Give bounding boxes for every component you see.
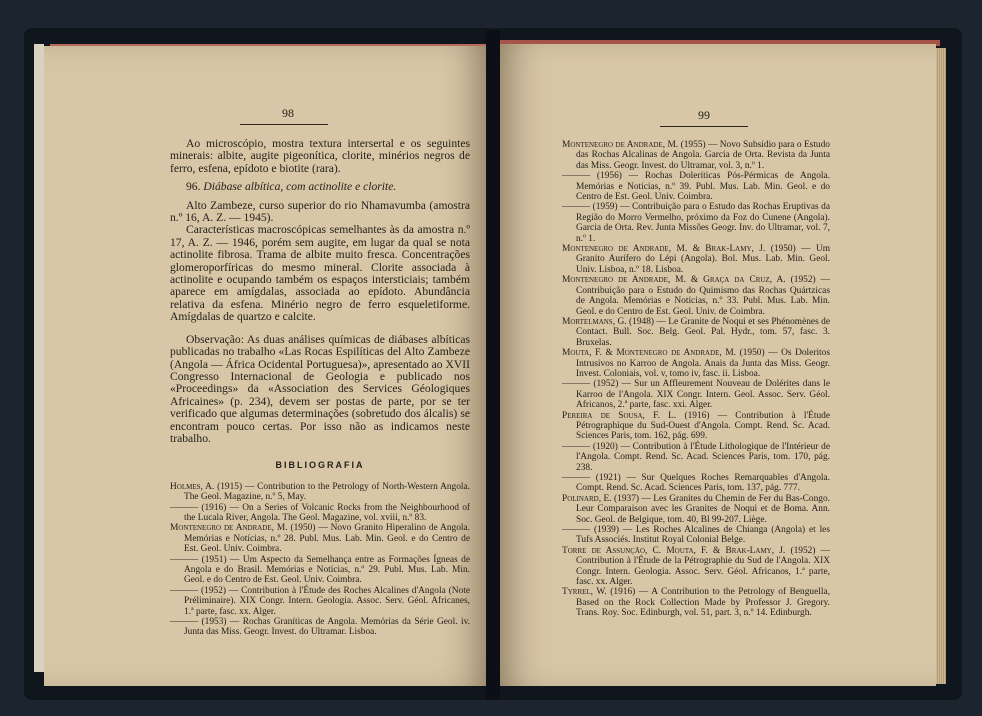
reference-author: Montenegro de Andrade, M. (170, 523, 288, 534)
section-heading-96 (170, 181, 470, 193)
reference-item (562, 442, 830, 473)
reference-item (170, 555, 470, 586)
right-page (496, 44, 936, 686)
paragraph-location: Alto Zambeze, curso superior do rio Nhamavumba (amostra n.º 16, A. Z. — 1945). (170, 198, 470, 225)
bibliography-title: BIBLIOGRAFIA (275, 460, 365, 471)
reference-item (562, 202, 830, 244)
header-rule-right (660, 126, 748, 127)
reference-item (562, 473, 830, 494)
reference-item (562, 411, 830, 442)
reference-author: Montenegro de Andrade, M. & Brak-Lamy, J. (562, 244, 766, 255)
reference-item (170, 586, 470, 617)
reference-item (562, 587, 830, 618)
reference-author: Mortelmans, G. (562, 316, 627, 327)
reference-item (562, 317, 830, 348)
reference-text: ——— (1956) — Rochas Doleríticas Pós-Pérmicas de Angola. Memórias e Notícias, n.º 39. Publ. Mus. Lab. Min. Geol. e do Centro de Est. Geol. Univ. Coimbra. (562, 171, 830, 203)
reference-item (562, 348, 830, 379)
reference-text: (1948) — Le Granite de Noqui et ses Phénomènes de Contact. Bull. Soc. Belg. Geol. Pal. Hydr., tom. 57, fasc. 3. Bruxelas. (576, 316, 831, 348)
left-page-edge (34, 44, 44, 672)
reference-item (170, 617, 470, 638)
reference-author: Tyrrel, W. (562, 587, 607, 598)
reference-text: (1955) — Novo Subsídio para o Estudo das Rochas Alcalinas de Angola. Garcia de Orta. Revista da Junta das Miss. Geogr. Invest. do Ultramar, vol. 3, n.º 1. (576, 140, 830, 171)
reference-text: (1950) — Um Granito Aurífero do Lépi (Angola). Bol. Mus. Lab. Min. Geol. Univ. Lisboa, n.º 18. Lisboa. (576, 244, 831, 275)
reference-author: Montenegro de Andrade, M. (562, 140, 679, 150)
reference-text: ——— (1952) — Contribution à l'Étude des Roches Alcalines d'Angola (Note Préliminaire). XIX Congr. Intern. Geologia. Assoc. Serv. Géol. Africanes, 1.ª parte, fasc. xx. Alger. (170, 585, 470, 617)
header-rule-left (240, 124, 328, 125)
reference-text: ——— (1953) — Rochas Graníticas de Angola. Memórias da Série Geol. iv. Junta das Miss. Geogr. Invest. do Ultramar. Lisboa. (170, 617, 470, 638)
reference-author: Torre de Assunção, C. Mouta, F. & Brak-Lamy, J. (562, 545, 786, 556)
reference-item (562, 379, 830, 410)
paragraph-microscope: Ao microscópio, mostra textura intersertal e os seguintes minerais: albite, augite pigeonítica, clorite, minérios negros de ferro, esfena, epídoto e biotite (rara). (170, 137, 470, 175)
paragraph-characteristics: Características macroscópicas semelhantes às da amostra n.º 17, A. Z. — 1946, porém sem augite, em lugar da qual se nota actinolite fibrosa. Trama de albite muito fresca. Concentrações glomeroporfíricas do mesmo mineral. Clorite associada à actinolite e ocupando também os espaços intersticiais; também aparece em amígdalas, associada ao epídoto. Abundância relativa da esfena. Minério negro de ferro esqueletiforme. Amígdalas de quartzo e calcite. (170, 223, 470, 324)
reference-text: (1915) — Contribution to the Petrology of North-Western Angola. The Geol. Magazine, n.º 5, May. (184, 481, 471, 503)
reference-text: (1916) — Contribution à l'Étude Pétrographique du Sud-Ouest d'Angola. Compt. Rend. Sc. Acad. Sciences Paris, tom. 162, pág. 699. (576, 410, 830, 442)
reference-item (562, 546, 830, 588)
book-gutter (486, 30, 500, 700)
section-title: Diábase albítica, com actinolite e clorite. (203, 180, 397, 194)
reference-text: ——— (1939) — Les Roches Alcalines de Chianga (Angola) et les Tufs Associés. Institut Royal Colonial Belge. (562, 525, 830, 546)
reference-item (562, 525, 830, 546)
reference-item (562, 171, 830, 202)
reference-author: Holmes, A. (170, 481, 215, 492)
reference-text: ——— (1959) — Contribuição para o Estudo das Rochas Eruptivas da Região do Morro Vermelho, próximo da Foz do Cunene (Angola). Garcia de Orta. Rev. Junta Missões Geogr. Inv. do Ultramar, vol. 7, n.º 1. (562, 202, 830, 244)
reference-item (170, 503, 470, 524)
reference-author: Montenegro de Andrade, M. & Graça da Cruz, A. (562, 275, 786, 286)
reference-item (562, 275, 830, 317)
reference-text: ——— (1951) — Um Aspecto da Semelhança entre as Formações Ígneas de Angola e do Brasil. Memórias e Notícias, n.º 29. Publ. Mus. Lab. Min. Geol. e do Centro de Est. Geol. Univ. Coimbra. (170, 554, 470, 586)
section-number: 96. (186, 180, 201, 194)
reference-text: ——— (1920) — Contribution à l'Étude Lithologique de l'Intérieur de l'Angola. Compt. Rend. Sc. Acad. Sciences Paris, tom. 170, pág. 238. (562, 441, 830, 473)
reference-text: (1937) — Les Granites du Chemin de Fer du Bas-Congo. Leur Comparaison avec les Granites de Noqui et de Boma. Ann. Soc. Geol. de Belgique, tom. 40, Bl 99-207. Liège. (576, 493, 831, 525)
reference-text: (1950) — Novo Granito Hiperalino de Angola. Memórias e Notícias, n.º 28. Publ. Mus. Lab. Min. Geol. e do Centro de Est. Geol. Univ. Coimbra. (184, 523, 470, 555)
reference-text: ——— (1952) — Sur un Affleurement Nouveau de Dolérites dans le Karroo de l'Angola. XIX Congr. Intern. Geol. Assoc. Serv. Géol. Africanos, 2.ª parte, fasc. xxi. Alger. (562, 379, 830, 411)
reference-text: ——— (1916) — On a Series of Volcanic Rocks from the Neighbourhood of the Lucala River, Angola. The Geol. Magazine, vol. xviii, n.º 83. (170, 502, 470, 523)
reference-author: Polinard, E. (562, 493, 612, 504)
right-references (562, 140, 830, 619)
reference-text: (1952) — Contribution à l'Étude de la Pétrographie du Sud de l'Angola. XIX Congr. Intern. Geologia. Assoc. Serv. Géol. Africanos, 1.ª parte, fasc. xx. Alger. (576, 545, 831, 588)
reference-item (170, 523, 470, 554)
reference-text: ——— (1921) — Sur Quelques Roches Remarquables d'Angola. Compt. Rend. Sc. Acad. Sciences Paris, tom. 137, pág. 777. (562, 473, 830, 494)
reference-author: Pereira de Sousa, F. L. (562, 410, 677, 421)
reference-text: (1916) — A Contribution to the Petrology of Benguella, Based on the Rock Collection Made by Professor J. Gregory. Trans. Roy. Soc. Edinburgh, vol. 51, part. 3, n.º 14. Edinburgh. (576, 587, 830, 619)
left-references (170, 482, 470, 638)
reference-item (562, 244, 830, 275)
page-number-left: 98 (282, 106, 294, 120)
left-body (170, 138, 470, 638)
paragraph-observation: Observação: As duas análises químicas de diábases albíticas publicadas no trabalho «Las Rocas Espilíticas del Alto Zambeze (Angola — África Ocidental Portuguesa)», apresentado ao XVII Congresso Internacional de Geologia e publicado nos «Proceedings» da «Association des Services Géologiques Africaines» (p. 234), devem ser postas de parte, por se ter verificado que algumas determinações (sobretudo dos álcalis) se encontram pouco certas. Por isso não as indicamos neste trabalho. (170, 332, 470, 445)
reference-item (562, 494, 830, 525)
right-page-edge (936, 48, 946, 684)
reference-author: Mouta, F. & Montenegro de Andrade, M. (562, 348, 736, 359)
reference-text: (1952) — Contribuição para o Estudo do Quimismo das Rochas Quártzicas de Angola. Memórias e Notícias, n.º 33. Publ. Mus. Lab. Min. Geol. e do Centro de Est. Geol. Univ. de Coimbra. (576, 275, 831, 317)
left-page (44, 46, 490, 686)
page-number-right: 99 (698, 108, 710, 122)
reference-item (562, 140, 830, 171)
reference-item (170, 482, 470, 503)
reference-text: (1950) — Os Doleritos Intrusivos no Karroo de Angola. Anais da Junta das Miss. Geogr. Invest. Coloniais, vol. v, tomo iv, fasc. ii. Lisboa. (576, 348, 830, 379)
